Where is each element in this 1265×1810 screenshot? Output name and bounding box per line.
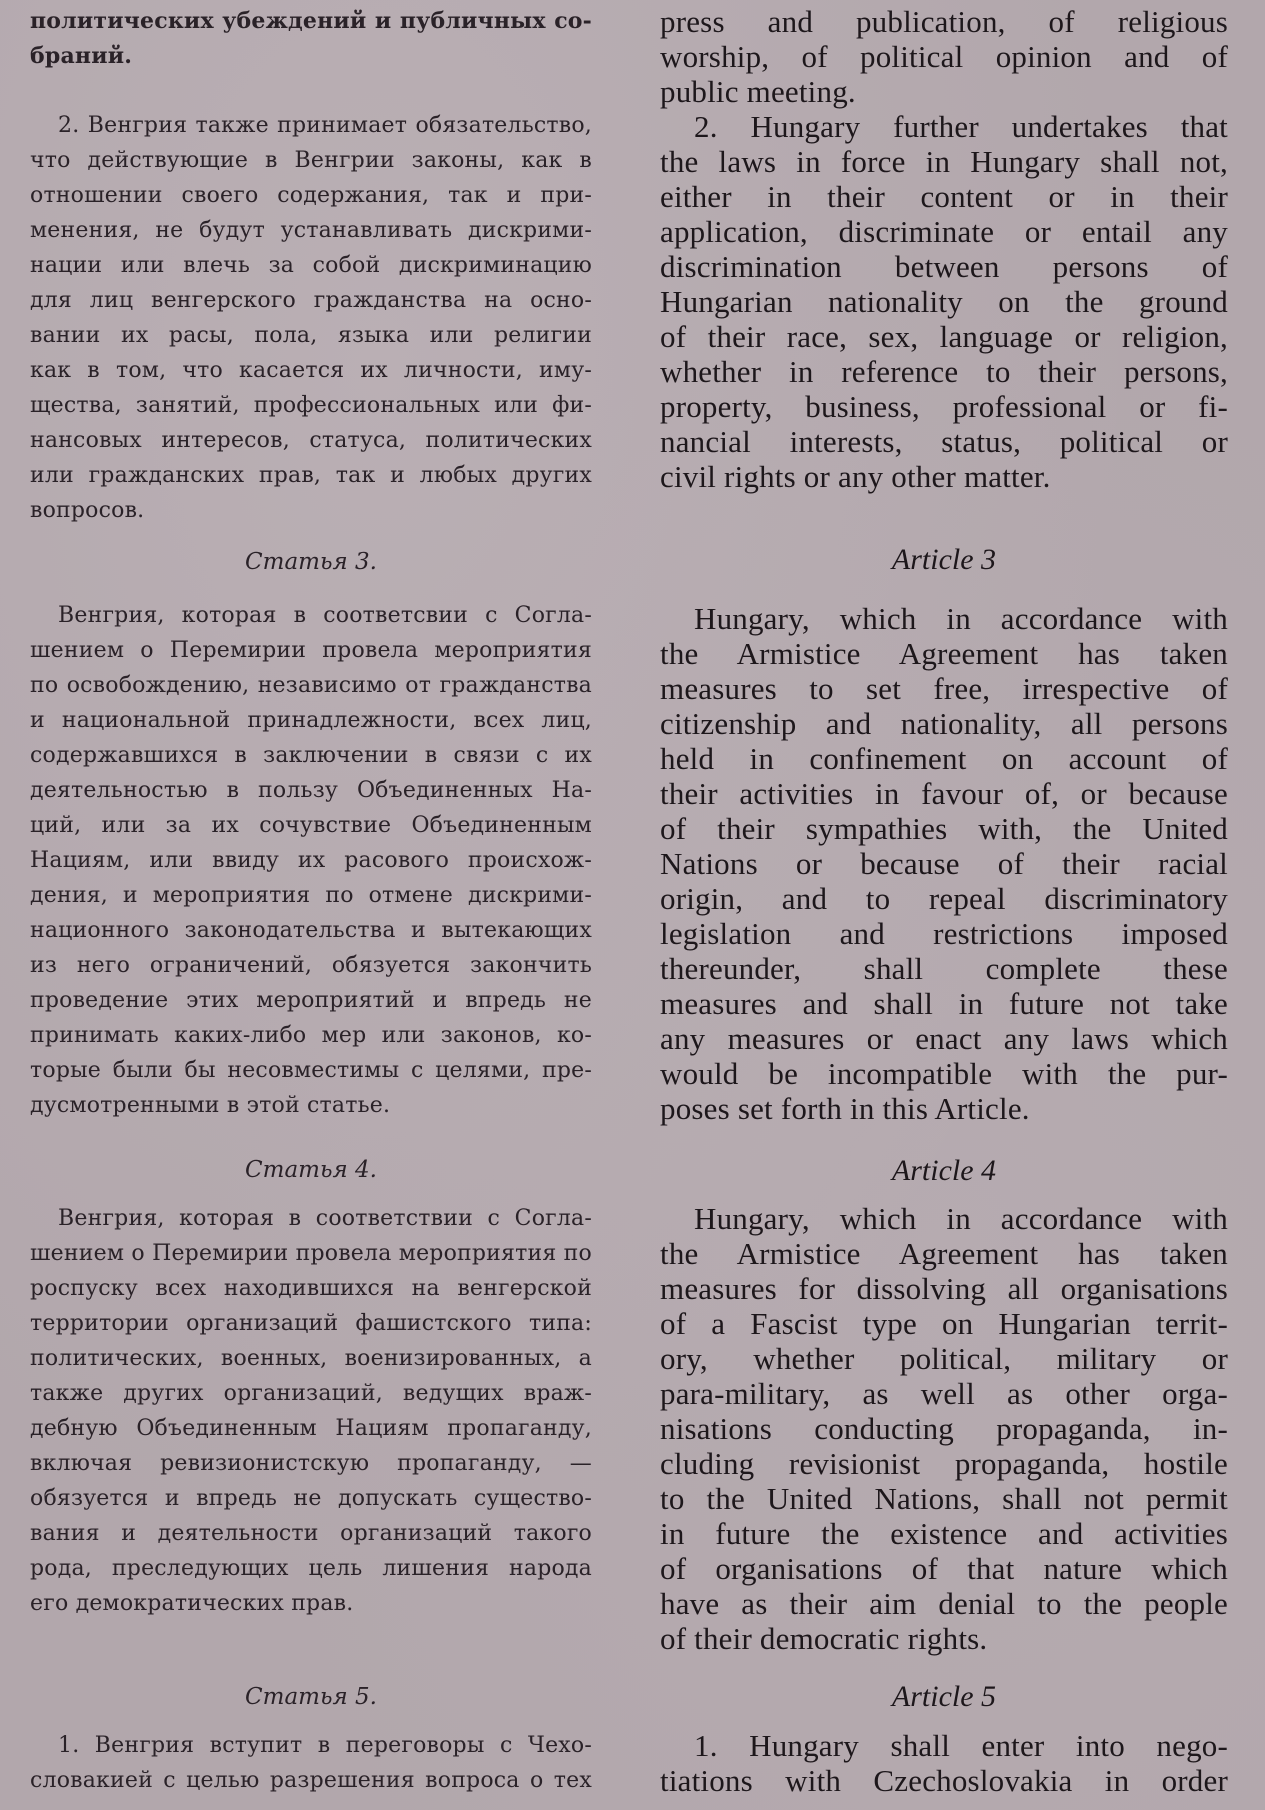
text-line: the laws in force in Hungary shall not, [660, 144, 1228, 179]
text-line: 2. Hungary further undertakes that [694, 109, 1228, 144]
text-line: citizenship and nationality, all persons [660, 706, 1228, 741]
text-line: tiations with Czechoslovakia in order [660, 1763, 1228, 1798]
text-line: шением о Перемирии провела мероприятия [30, 638, 592, 663]
text-line: either in their content or in their [660, 179, 1228, 214]
text-line: вании их расы, пола, языка или религии [30, 323, 592, 348]
text-line: of their race, sex, language or religion, [660, 319, 1228, 354]
text-line: held in confinement on account of [660, 741, 1228, 776]
text-line: Hungarian nationality on the ground [660, 284, 1228, 319]
text-line: шением о Перемирии провела мероприятия по [30, 1241, 592, 1266]
text-line: the Armistice Agreement has taken [660, 1236, 1228, 1271]
text-line: содержавшихся в заключении в связи с их [30, 743, 592, 768]
text-line: Hungary, which in accordance with [694, 1201, 1228, 1236]
text-line: the Armistice Agreement has taken [660, 636, 1228, 671]
text-line: discrimination between persons of [660, 249, 1228, 284]
text-line: или гражданских прав, так и любых других [30, 463, 592, 488]
text-line: по освобождению, независимо от гражданства [30, 673, 592, 698]
text-line: политических, военных, военизированных, а [30, 1346, 592, 1371]
text-line: worship, of political opinion and of [660, 39, 1228, 74]
text-line: нации или влечь за собой дискриминацию [30, 253, 592, 278]
text-line: application, discriminate or entail any [660, 214, 1228, 249]
text-line: of organisations of that nature which [660, 1551, 1228, 1586]
text-line: роспуску всех находившихся на венгерской [30, 1276, 592, 1301]
text-line: щества, занятий, профессиональных или фи- [30, 393, 592, 418]
text-line: 1. Hungary shall enter into nego- [694, 1728, 1228, 1763]
text-line: браний. [30, 43, 133, 69]
text-line: нансовых интересов, статуса, политических [30, 428, 592, 453]
text-line: ory, whether political, military or [660, 1341, 1228, 1376]
text-line: legislation and restrictions imposed [660, 916, 1228, 951]
text-line: торые были бы несовместимы с целями, пре- [30, 1058, 592, 1083]
text-line: measures to set free, irrespective of [660, 671, 1228, 706]
text-line: measures and shall in future not take [660, 986, 1228, 1021]
text-line: origin, and to repeal discriminatory [660, 881, 1228, 916]
text-line: para-military, as well as other orga- [660, 1376, 1228, 1411]
text-line: public meeting. [660, 74, 856, 109]
text-line: Нациям, или ввиду их расового происхож- [30, 848, 592, 873]
text-line: press and publication, of religious [660, 4, 1228, 39]
text-line: property, business, professional or fi- [660, 389, 1228, 424]
text-line: poses set forth in this Article. [660, 1091, 1030, 1126]
text-line: менения, не будут устанавливать дискрими- [30, 218, 592, 243]
text-line: in future the existence and activities [660, 1516, 1228, 1551]
text-line: cluding revisionist propaganda, hostile [660, 1446, 1228, 1481]
text-line: nisations conducting propaganda, in- [660, 1411, 1228, 1446]
text-line: nancial interests, status, political or [660, 424, 1228, 459]
text-line: вания и деятельности организаций такого [30, 1521, 592, 1546]
text-line: и национальной принадлежности, всех лиц, [30, 708, 592, 733]
text-line: что действующие в Венгрии законы, как в [30, 148, 592, 173]
text-line: обязуется и впредь не допускать существо- [30, 1486, 592, 1511]
text-line: словакией с целью разрешения вопроса о тех [30, 1768, 592, 1793]
article-heading: Article 5 [891, 1680, 997, 1713]
text-line: из него ограничений, обязуется закончить [30, 953, 592, 978]
text-line: Hungary, which in accordance with [694, 601, 1228, 636]
text-line: принимать каких-либо мер или законов, ко- [30, 1023, 592, 1048]
text-line: whether in reference to their persons, [660, 354, 1228, 389]
article-heading: Статья 4. [245, 1157, 377, 1183]
text-line: would be incompatible with the pur- [660, 1056, 1228, 1091]
text-line: ций, или за их сочувствие Объединенным [30, 813, 592, 838]
text-line: Венгрия, которая в соответствии с Согла- [58, 1206, 592, 1231]
text-line: территории организаций фашистского типа: [30, 1311, 592, 1336]
text-line: как в том, что касается их личности, иму- [30, 358, 592, 383]
text-line: Венгрия, которая в соответсвии с Согла- [58, 603, 592, 628]
text-line: вопросов. [30, 498, 145, 523]
text-line: 1. Венгрия вступит в переговоры с Чехо- [58, 1733, 592, 1758]
text-line: their activities in favour of, or because [660, 776, 1228, 811]
text-line: civil rights or any other matter. [660, 459, 1051, 494]
text-line: measures for dissolving all organisations [660, 1271, 1228, 1306]
article-heading: Article 4 [891, 1154, 997, 1187]
text-line: для лиц венгерского гражданства на осно- [30, 288, 592, 313]
text-line: отношении своего содержания, так и при- [30, 183, 592, 208]
text-line: of a Fascist type on Hungarian territ- [660, 1306, 1228, 1341]
text-line: any measures or enact any laws which [660, 1021, 1228, 1056]
text-line: Nations or because of their racial [660, 846, 1228, 881]
article-heading: Article 3 [891, 543, 997, 576]
text-line: также других организаций, ведущих враж- [30, 1381, 592, 1406]
text-line: дения, и мероприятия по отмене дискрими- [30, 883, 592, 908]
text-line: рода, преследующих цель лишения народа [30, 1556, 592, 1581]
article-heading: Статья 5. [245, 1684, 377, 1710]
text-line: 2. Венгрия также принимает обязательство, [58, 113, 592, 138]
text-line: включая ревизионистскую пропаганду, — [30, 1451, 592, 1476]
text-line: политических убеждений и публичных со- [30, 8, 592, 34]
text-line: of their sympathies with, the United [660, 811, 1228, 846]
text-line: проведение этих мероприятий и впредь не [30, 988, 592, 1013]
text-line: have as their aim denial to the people [660, 1586, 1228, 1621]
text-line: of their democratic rights. [660, 1621, 988, 1656]
text-line: его демократических прав. [30, 1591, 354, 1616]
text-line: деятельностью в пользу Объединенных На- [30, 778, 592, 803]
text-line: thereunder, shall complete these [660, 951, 1228, 986]
text-line: to the United Nations, shall not permit [660, 1481, 1228, 1516]
text-line: дусмотренными в этой статье. [30, 1093, 391, 1118]
text-line: дебную Объединенным Нациям пропаганду, [30, 1416, 592, 1441]
text-line: национного законодательства и вытекающих [30, 918, 592, 943]
article-heading: Статья 3. [245, 549, 377, 575]
